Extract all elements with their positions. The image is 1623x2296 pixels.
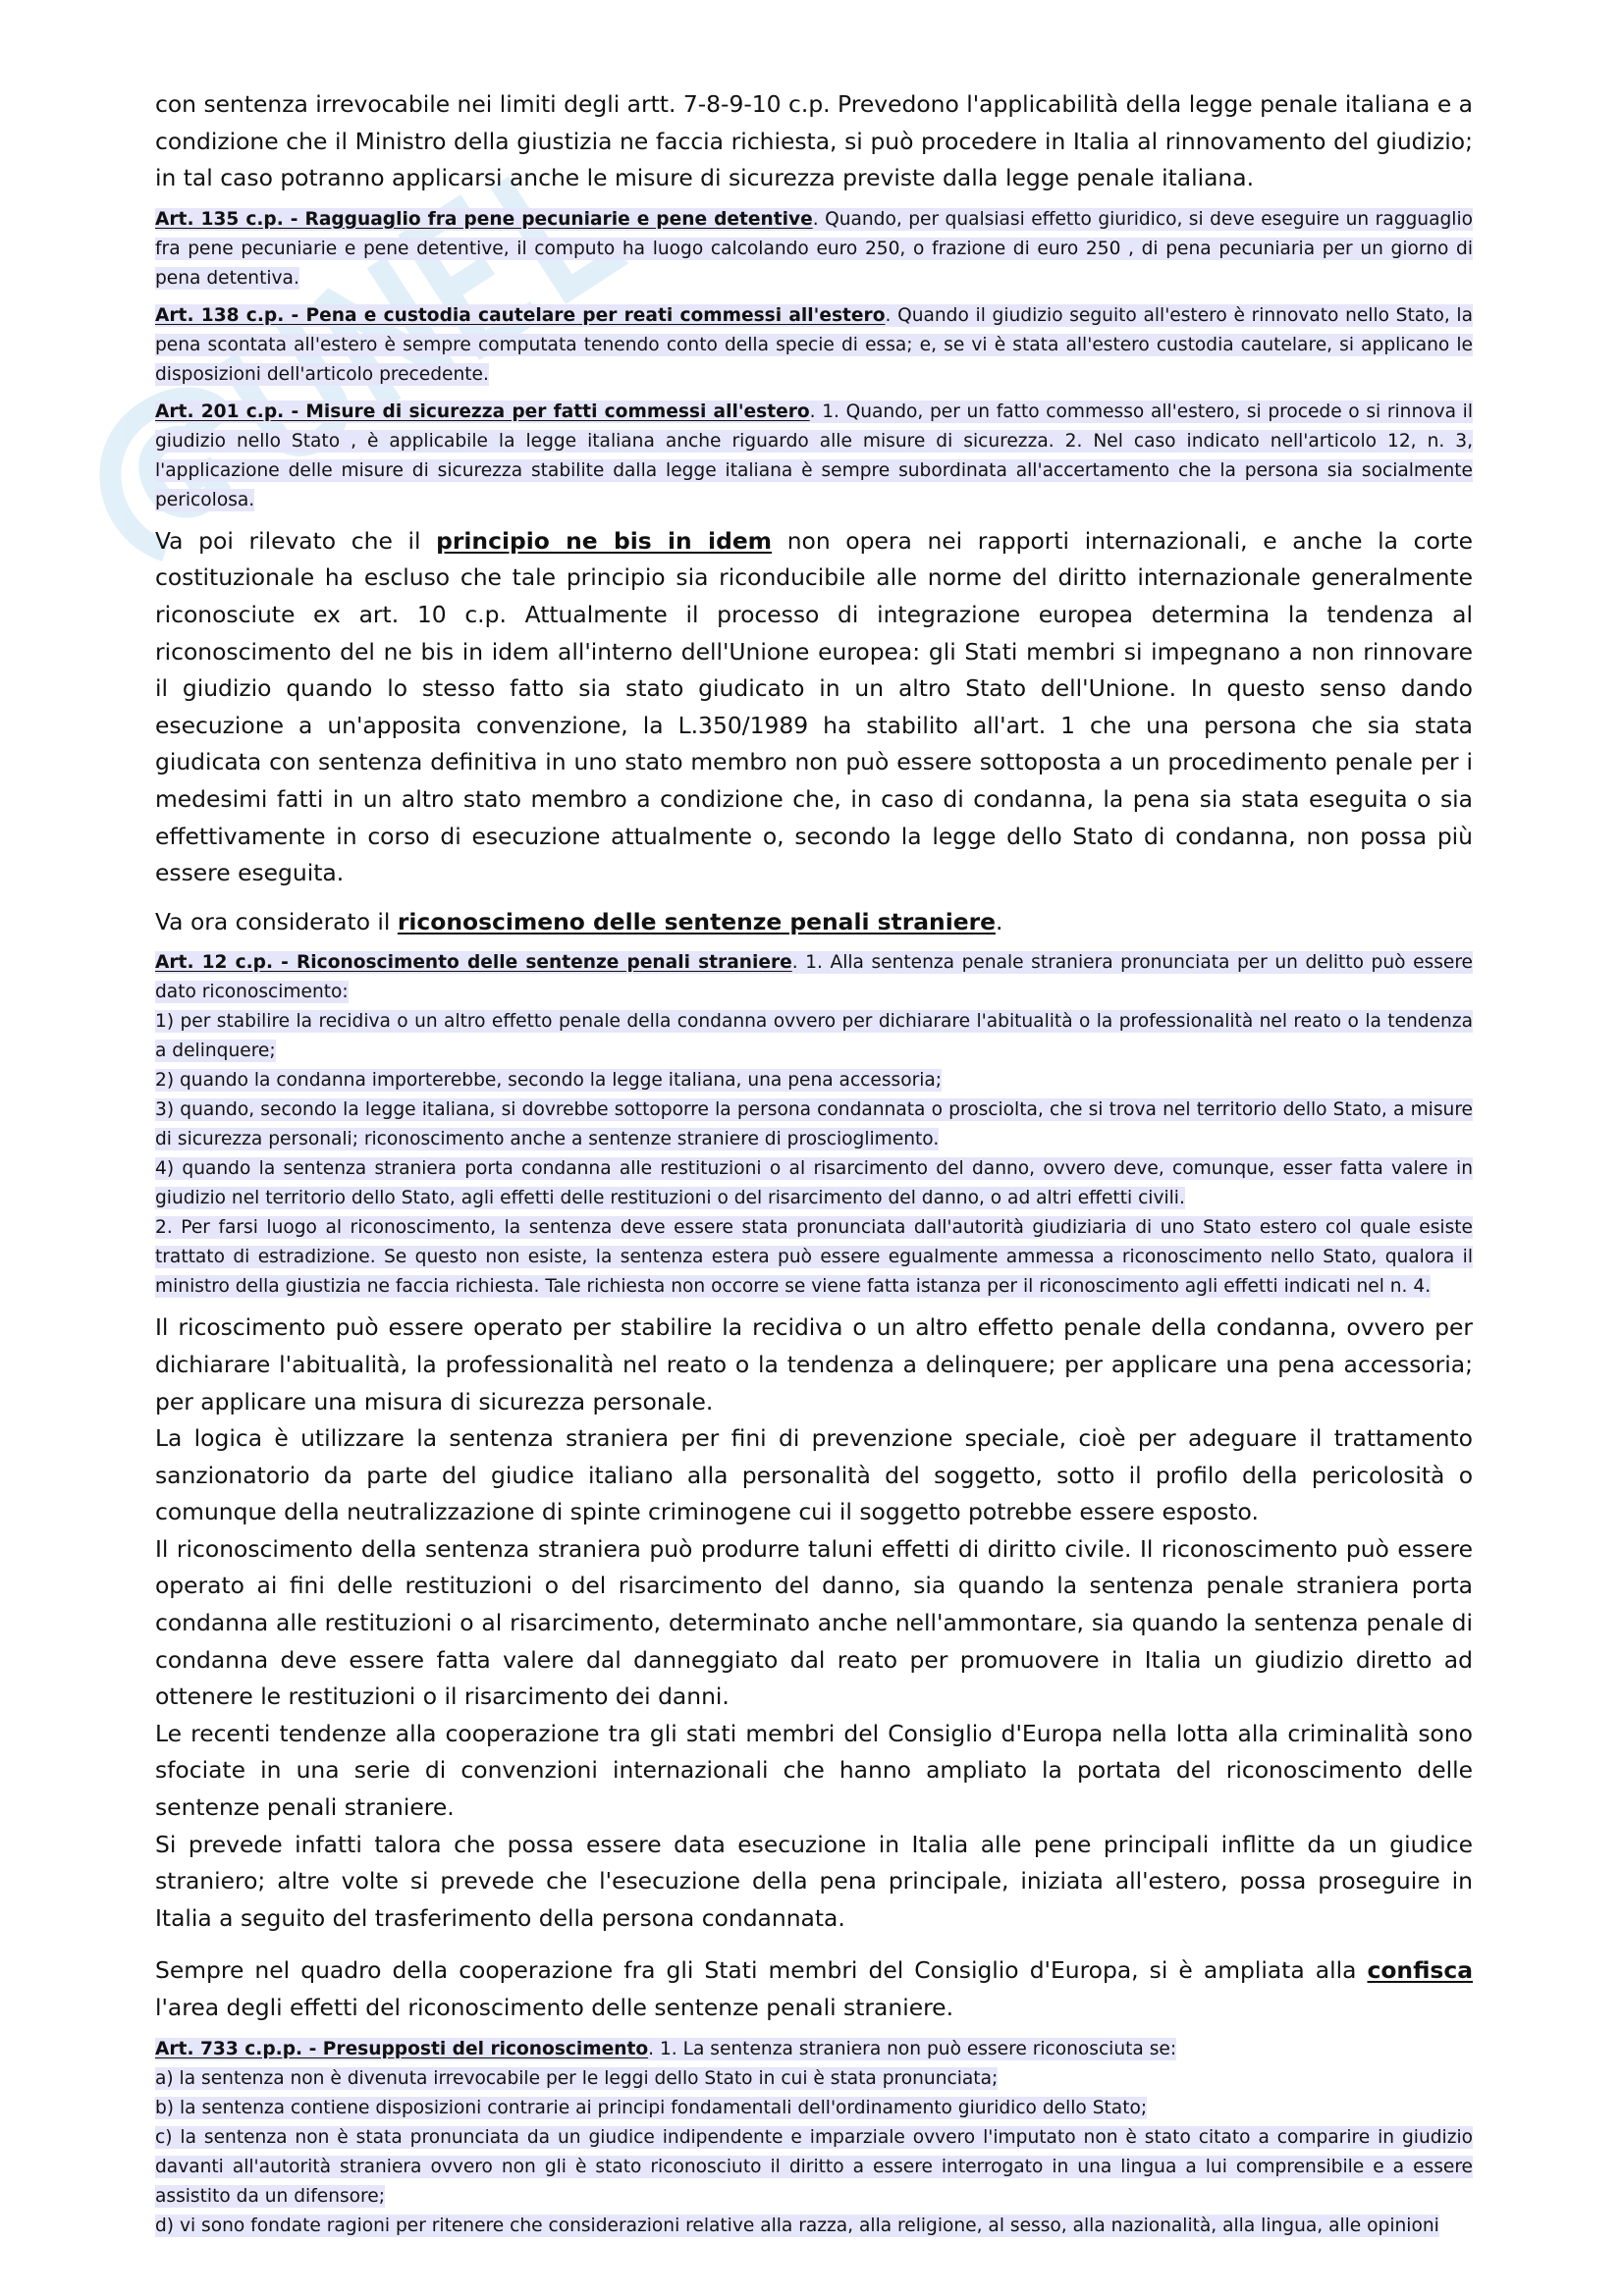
article-135-text: . Quando, per qualsiasi effetto giuridico, si deve eseguire un ragguaglio fra pene pecuniarie e pene detentive, il computo ha luogo calcolando euro 250, o frazione di euro 250 , di pena pecuniaria per un giorno di pena detentiva. xyxy=(155,208,1473,289)
article-201-text: . 1. Quando, per un fatto commesso all'estero, si procede o si rinnova il giudizio nello Stato , è applicabile la legge italiana anche riguardo alle misure di sicurezza. 2. Nel caso indicato nell'articolo 12, n. 3, l'applicazione delle misure di sicurezza stabilite dalla legge italiana è sempre subordinata all'accertamento che la persona sia socialmente pericolosa. xyxy=(155,400,1473,510)
document-body xyxy=(155,86,1473,2241)
paragraph-logica: La logica è utilizzare la sentenza straniera per fini di prevenzione speciale, cioè per adeguare il trattamento sanzionatorio da parte del giudice italiano alla personalità del soggetto, sotto il profilo della pericolosità o comunque della neutralizzazione di spinte criminogene cui il soggetto potrebbe essere esposto. xyxy=(155,1424,1473,1526)
article-201-title: Art. 201 c.p. - Misure di sicurezza per fatti commessi all'estero xyxy=(155,400,810,422)
article-733 xyxy=(155,2035,1473,2241)
term-confisca: confisca xyxy=(1367,1956,1473,1985)
article-12-item-3: 3) quando, secondo la legge italiana, si dovrebbe sottoporre la persona condannata o prosciolta, che si trova nel territorio dello Stato, a misure di sicurezza personali; riconoscimento anche a sentenze straniere di proscioglimento. xyxy=(155,1099,1473,1150)
paragraph-riconoscimento-end: . xyxy=(995,907,1003,935)
paragraph-cooperazione: Le recenti tendenze alla cooperazione tra gli stati membri del Consiglio d'Europa nella lotta alla criminalità sono sfociate in una serie di convenzioni internazionali che hanno ampliato la portata del riconoscimento delle sentenze penali straniere. xyxy=(155,1719,1473,1822)
paragraph-ne-bis-in-idem xyxy=(155,523,1473,892)
article-12-intro xyxy=(155,948,1473,1007)
article-733-item-a: a) la sentenza non è divenuta irrevocabile per le leggi dello Stato in cui è stata pronunciata; xyxy=(155,2067,999,2089)
article-733-item-b: b) la sentenza contiene disposizioni contrarie ai principi fondamentali dell'ordinamento giuridico dello Stato; xyxy=(155,2097,1148,2118)
article-12-item xyxy=(155,1154,1473,1213)
article-12-comma-2: 2. Per farsi luogo al riconoscimento, la sentenza deve essere stata pronunciata dall'autorità giudiziaria di uno Stato estero col quale esiste trattato di estradizione. Se questo non esiste, la sentenza estera può essere egualmente ammessa a riconoscimento nello Stato, qualora il ministro della giustizia ne faccia richiesta. Tale richiesta non occorre se viene fatta istanza per il riconoscimento agli effetti indicati nel n. 4. xyxy=(155,1217,1473,1298)
article-733-item xyxy=(155,2123,1473,2212)
article-138-text: . Quando il giudizio seguito all'estero è rinnovato nello Stato, la pena scontata all'estero è sempre computata tenendo conto della specie di essa; e, se vi è stata all'estero custodia cautelare, si applicano le disposizioni dell'articolo precedente. xyxy=(155,304,1473,385)
paragraph-ne-bis-rest: non opera nei rapporti internazionali, e anche la corte costituzionale ha escluso che tale principio sia riconducibile alle norme del diritto internazionale generalmente riconosciute ex art. 10 c.p. Attualmente il processo di integrazione europea determina la tendenza al riconoscimento del ne bis in idem all'interno dell'Unione europea: gli Stati membri si impegnano a non rinnovare il giudizio quando lo stesso fatto sia stato giudicato in un altro Stato dell'Unione. In questo senso dando esecuzione a un'apposita convenzione, la L.350/1989 ha stabilito all'art. 1 che una persona che sia stata giudicata con sentenza definitiva in uno stato membro non può essere sottoposta a un procedimento penale per i medesimi fatti in un altro stato membro a condizione che, in caso di condanna, la pena sia stata eseguita o sia effettivamente in corso di esecuzione attualmente o, secondo la legge dello Stato di condanna, non possa più essere eseguita. xyxy=(155,526,1473,887)
paragraph-intro: con sentenza irrevocabile nei limiti degli artt. 7-8-9-10 c.p. Prevedono l'applicabilità della legge penale italiana e a condizione che il Ministro della giustizia ne faccia richiesta, si può procedere in Italia al rinnovamento del giudizio; in tal caso potranno applicarsi anche le misure di sicurezza previste dalla legge penale italiana. xyxy=(155,90,1473,192)
paragraph-riconoscimento-lead: Va ora considerato il xyxy=(155,907,398,935)
paragraph-confisca-lead: Sempre nel quadro della cooperazione fra gli Stati membri del Consiglio d'Europa, si è ampliata alla xyxy=(155,1956,1368,1985)
article-733-item-d: d) vi sono fondate ragioni per ritenere che considerazioni relative alla razza, alla religione, al sesso, alla nazionalità, alla lingua, alle opinioni xyxy=(155,2215,1439,2236)
article-12-title: Art. 12 c.p. - Riconoscimento delle sentenze penali straniere xyxy=(155,952,792,974)
article-12 xyxy=(155,948,1473,1302)
article-12-item xyxy=(155,1066,1473,1095)
article-733-item xyxy=(155,2094,1473,2123)
term-ne-bis-in-idem: principio ne bis in idem xyxy=(436,526,773,555)
paragraph-confisca xyxy=(155,1952,1473,2026)
article-12-item-1: 1) per stabilire la recidiva o un altro effetto penale della condanna ovvero per dichiarare l'abitualità o la professionalità nel reato o la tendenza a delinquere; xyxy=(155,1011,1473,1062)
article-12-item xyxy=(155,1213,1473,1302)
paragraph-confisca-rest: l'area degli effetti del riconoscimento delle sentenze penali straniere. xyxy=(155,1994,954,2021)
article-733-item xyxy=(155,2064,1473,2094)
article-135 xyxy=(155,205,1473,294)
article-733-intro xyxy=(155,2035,1473,2064)
paragraph-riconoscimento xyxy=(155,904,1473,941)
article-12-intro-text: . 1. Alla sentenza penale straniera pronunciata per un delitto può essere dato riconoscimento: xyxy=(155,952,1473,1003)
article-135-title: Art. 135 c.p. - Ragguaglio fra pene pecuniarie e pene detentive xyxy=(155,208,813,230)
article-733-item-c: c) la sentenza non è stata pronunciata da un giudice indipendente e imparziale ovvero l'imputato non è stato citato a comparire in giudizio davanti all'autorità straniera ovvero non gli è stato riconosciuto il diritto a essere interrogato in una lingua a lui comprensibile e a essere assistito da un difensore; xyxy=(155,2126,1473,2207)
article-733-intro-text: . 1. La sentenza straniera non può essere riconosciuta se: xyxy=(648,2038,1177,2059)
paragraph-effetti-civili: Il riconoscimento della sentenza straniera può produrre taluni effetti di diritto civile. Il riconoscimento può essere operato ai fini delle restituzioni o del risarcimento del danno, sia quando la sentenza penale straniera porta condanna alle restituzioni o al risarcimento, determinato anche nell'ammontare, sia quando la sentenza penale di condanna deve essere fatta valere dal danneggiato dal reato per promuovere in Italia un giudizio diretto ad ottenere le restituzioni o il risarcimento dei danni. xyxy=(155,1534,1473,1711)
article-733-title: Art. 733 c.p.p. - Presupposti del riconoscimento xyxy=(155,2038,649,2059)
article-138 xyxy=(155,301,1473,390)
paragraph-ricoscimento-scopi: Il ricoscimento può essere operato per stabilire la recidiva o un altro effetto penale della condanna, ovvero per dichiarare l'abitualità, la professionalità nel reato o la tendenza a delinquere; per applicare una pena accessoria; per applicare una misura di sicurezza personale. xyxy=(155,1313,1473,1415)
article-12-item-4: 4) quando la sentenza straniera porta condanna alle restituzioni o al risarcimento del danno, ovvero deve, comunque, esser fatta valere in giudizio nel territorio dello Stato, agli effetti delle restituzioni o del risarcimento del danno, o ad altri effetti civili. xyxy=(155,1158,1473,1209)
article-12-item xyxy=(155,1095,1473,1154)
article-12-item-2: 2) quando la condanna importerebbe, secondo la legge italiana, una pena accessoria; xyxy=(155,1070,943,1092)
article-201 xyxy=(155,398,1473,515)
article-12-item xyxy=(155,1007,1473,1066)
term-riconoscimento: riconoscimeno delle sentenze penali straniere xyxy=(397,907,996,935)
paragraph-esecuzione: Si prevede infatti talora che possa essere data esecuzione in Italia alle pene principali inflitte da un giudice straniero; altre volte si prevede che l'esecuzione della pena principale, iniziata all'estero, possa proseguire in Italia a seguito del trasferimento della persona condannata. xyxy=(155,1830,1473,1932)
article-138-title: Art. 138 c.p. - Pena e custodia cautelare per reati commessi all'estero xyxy=(155,304,886,326)
article-733-item xyxy=(155,2212,1473,2241)
paragraph-ne-bis-lead: Va poi rilevato che il xyxy=(155,526,437,555)
